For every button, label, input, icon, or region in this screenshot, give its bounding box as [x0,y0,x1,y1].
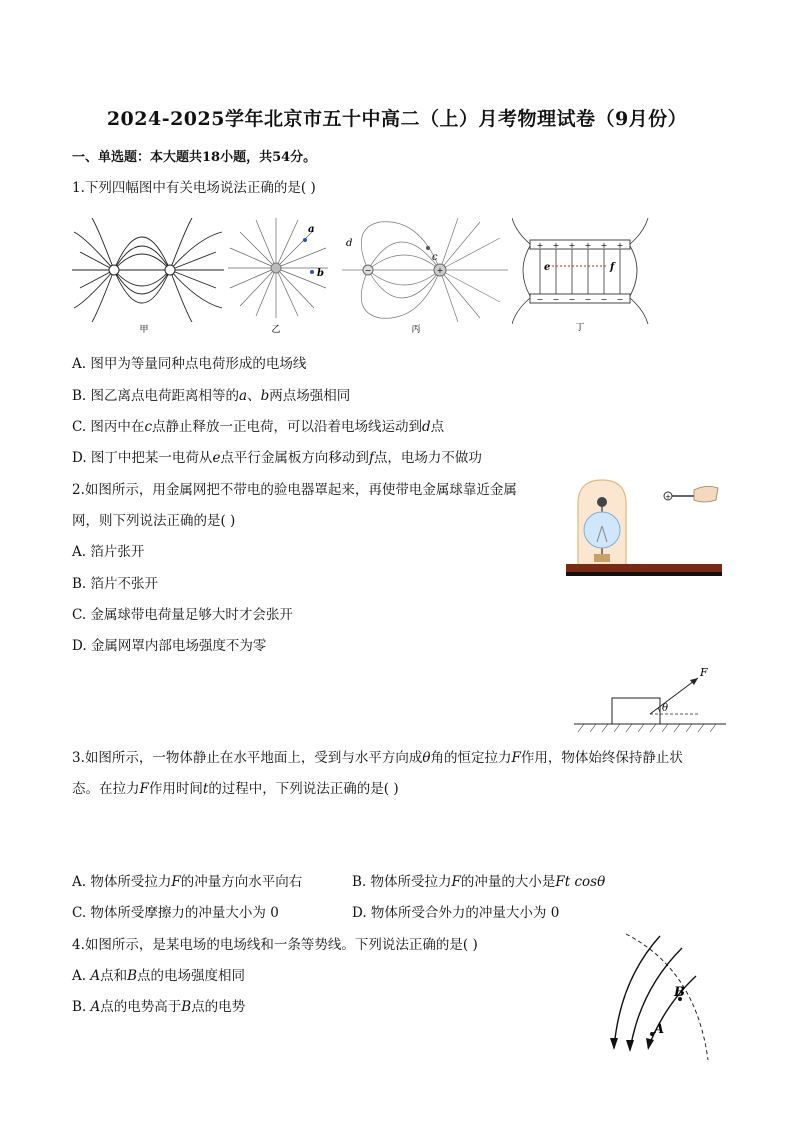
svg-text:+: + [436,266,444,275]
q4-stem: 4.如图所示，是某电场的电场线和一条等势线。下列说法正确的是( ) [72,937,478,953]
fig-label-yi: 乙 [271,325,281,334]
q3-stem-line1: 3.如图所示，一物体静止在水平地面上，受到与水平方向成θ角的恒定拉力F作用，物体始终保持静止状 [72,750,683,766]
q4-option-b: B. A点的电势高于B点的电势 [72,999,246,1015]
q3-option-c: C. 物体所受摩擦力的冲量大小为 0 [72,905,279,921]
q3-option-d: D. 物体所受合外力的冲量大小为 0 [352,905,560,921]
q3-stem-line2: 态。在拉力F作用时间t的过程中，下列说法正确的是( ) [72,781,399,797]
svg-text:+: + [616,241,624,250]
page-title: 2024-2025学年北京市五十中高二（上）月考物理试卷（9月份） [106,108,688,130]
svg-text:−: − [364,266,372,275]
q2-option-b: B. 箔片不张开 [72,576,159,592]
fig-point-f: f [610,262,615,273]
q2-option-d: D. 金属网罩内部电场强度不为零 [72,638,267,654]
q3-fig-theta: θ [662,703,669,714]
q2-option-a: A. 箔片张开 [72,544,145,560]
q4-fig-B: B [674,985,685,1000]
q2-stem-line1: 2.如图所示，用金属网把不带电的验电器罩起来，再使带电金属球靠近金属 [72,482,517,498]
q1-figure-jia [72,218,224,334]
fig-point-b: b [317,268,324,279]
fig-point-d: d [346,238,353,249]
svg-text:+: + [600,241,608,250]
svg-text:+: + [584,241,592,250]
fig-point-e: e [544,262,551,273]
svg-text:−: − [536,295,544,304]
q1-option-c: C. 图丙中在c点静止释放一正电荷，可以沿着电场线运动到d点 [72,419,445,435]
fig-label-jia: 甲 [139,325,149,334]
svg-text:−: − [568,295,576,304]
q3-fig-F: F [700,666,708,679]
q2-stem-line2: 网，则下列说法正确的是( ) [72,513,236,529]
q4-fig-A: A [654,1022,665,1037]
fig-point-c: c [432,252,438,263]
q3-option-a: A. 物体所受拉力F的冲量方向水平向右 [72,874,303,890]
fig-point-a: a [308,224,315,235]
section-heading: 一、单选题：本大题共18小题，共54分。 [72,150,317,165]
svg-text:+: + [536,241,544,250]
q3-option-b: B. 物体所受拉力F的冲量的大小是Ft cosθ [352,874,606,890]
q3-figure-block [570,662,730,738]
q1-figure-bing [340,218,510,334]
svg-text:−: − [552,295,560,304]
q1-stem: 1.下列四幅图中有关电场说法正确的是( ) [72,180,316,196]
svg-text:+: + [568,241,576,250]
q1-option-a: A. 图甲为等量同种点电荷形成的电场线 [72,356,307,372]
q1-figure-yi [228,218,332,334]
svg-text:−: − [616,295,624,304]
q2-figure-electroscope [566,476,722,578]
q2-option-c: C. 金属球带电荷量足够大时才会张开 [72,607,293,623]
svg-text:+: + [665,493,671,501]
svg-text:+: + [552,241,560,250]
q1-figure-ding [512,218,650,334]
fig-label-ding: 丁 [575,323,585,333]
q1-option-d: D. 图丁中把某一电荷从e点平行金属板方向移动到f点，电场力不做功 [72,450,482,466]
q4-figure-field-lines [600,930,724,1062]
q4-option-a: A. A点和B点的电场强度相同 [72,968,246,984]
svg-text:−: − [600,295,608,304]
q1-option-b: B. 图乙离点电荷距离相等的a、b两点场强相同 [72,388,351,404]
svg-text:−: − [584,295,592,304]
fig-label-bing: 丙 [411,325,421,334]
